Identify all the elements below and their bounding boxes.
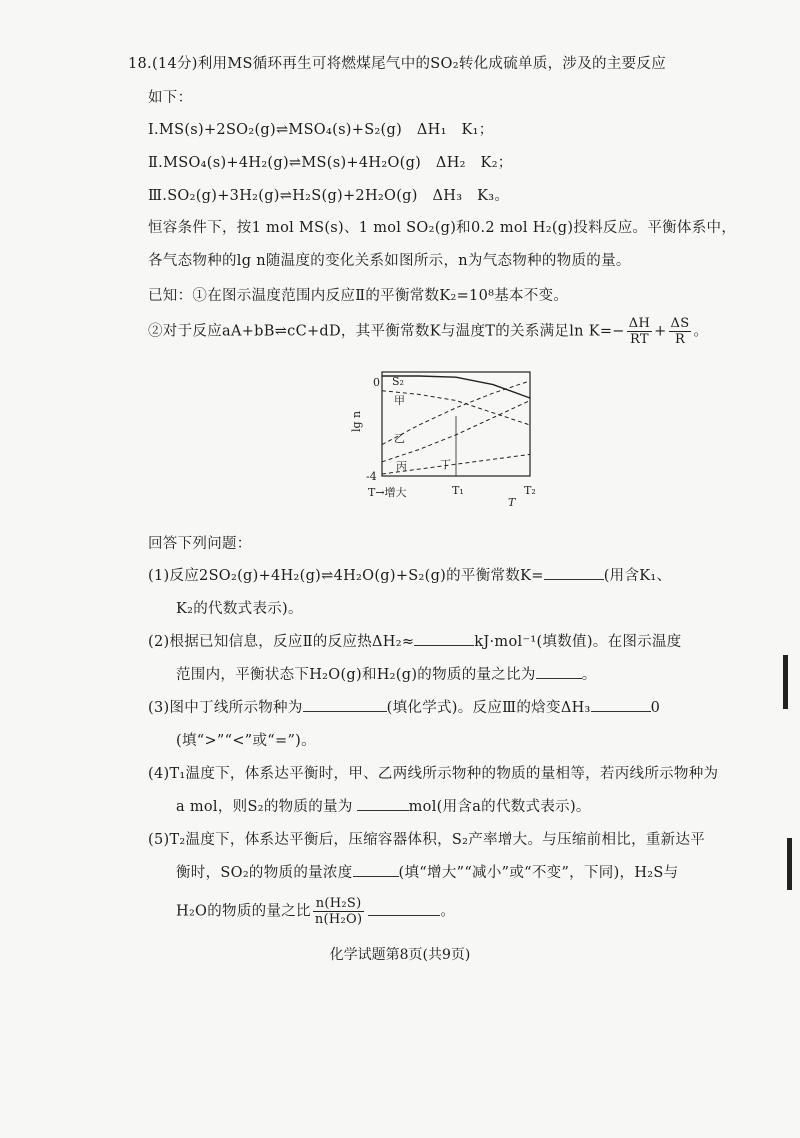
answer-blank-3b[interactable] [591, 697, 651, 712]
x-tick-t2: T₂ [524, 484, 536, 497]
known-2 [148, 316, 708, 347]
plus-sign: + [654, 323, 667, 340]
frac-den: n(H₂O) [314, 912, 363, 927]
x-axis-label: T [508, 496, 516, 509]
fraction-h2s-h2o [313, 896, 365, 927]
q3-text-a: (3)图中丁线所示物种为 [148, 700, 303, 716]
series-label-s2: S₂ [392, 375, 404, 388]
frac-num: n(H₂S) [313, 896, 365, 912]
question-2-line-1 [148, 630, 682, 651]
q4-text-b: a mol，则S₂的物质的量为 [176, 799, 353, 815]
answer-blank-2b[interactable] [536, 664, 582, 679]
question-2-line-2 [176, 663, 597, 684]
question-4-line-2 [176, 795, 591, 816]
q2-text-d: 。 [581, 667, 597, 683]
question-header-cont: 如下： [148, 90, 193, 106]
q5-text-e: 。 [440, 903, 456, 920]
question-5-line-3 [176, 896, 455, 927]
known-2-prefix: ②对于反应aA+bB⇌cC+dD，其平衡常数K与温度T的关系满足ln K=− [148, 323, 625, 340]
known-1: 已知：①在图示温度范围内反应Ⅱ的平衡常数K₂=10⁸基本不变。 [148, 288, 569, 304]
q3-text-c: 0 [650, 700, 661, 716]
fraction-dh-rt [627, 316, 652, 347]
q5-text-a: (5)T₂温度下，体系达平衡后，压缩容器体积，S₂产率增大。与压缩前相比，重新达平 [148, 832, 706, 848]
question-3-line-1 [148, 696, 660, 717]
answer-blank-5b[interactable] [368, 901, 440, 916]
answer-blank-3a[interactable] [303, 697, 387, 712]
lgn-temperature-chart [340, 368, 570, 510]
question-5-line-2 [176, 861, 678, 882]
answer-blank-2a[interactable] [414, 631, 474, 646]
frac-den: R [674, 332, 686, 347]
q2-text-a: (2)根据已知信息，反应Ⅱ的反应热ΔH₂≈ [148, 634, 415, 650]
answer-blank-1[interactable] [544, 565, 604, 580]
series-label-bing: 丙 [396, 460, 407, 473]
y-tick-0: 0 [373, 376, 380, 389]
condition-line-1: 恒容条件下，按1 mol MS(s)、1 mol SO₂(g)和0.2 mol H₂(g)投料反应。平衡体系中， [148, 220, 737, 236]
condition-line-2: 各气态物种的lg n随温度的变化关系如图所示，n为气态物种的物质的量。 [148, 253, 631, 269]
reaction-1: Ⅰ.MS(s)+2SO₂(g)⇌MSO₄(s)+S₂(g) ΔH₁ K₁； [148, 122, 494, 138]
q2-text-b: kJ·mol⁻¹(填数值)。在图示温度 [474, 634, 682, 650]
fraction-ds-r [669, 316, 692, 347]
q2-text-c: 范围内，平衡状态下H₂O(g)和H₂(g)的物质的量之比为 [176, 667, 536, 683]
scan-edge-mark [787, 838, 792, 890]
reaction-3: Ⅲ.SO₂(g)+3H₂(g)⇌H₂S(g)+2H₂O(g) ΔH₃ K₃。 [148, 188, 510, 204]
series-label-jia: 甲 [394, 394, 405, 407]
frac-num: ΔH [628, 316, 651, 331]
q4-text-c: mol(用含a的代数式表示)。 [408, 799, 591, 815]
answers-intro: 回答下列问题： [148, 536, 252, 552]
scan-edge-mark [783, 655, 788, 709]
reaction-2: Ⅱ.MSO₄(s)+4H₂(g)⇌MS(s)+4H₂O(g) ΔH₂ K₂； [148, 155, 513, 171]
q5-text-b: 衡时，SO₂的物质的量浓度 [176, 865, 353, 881]
q1-text-b: (用含K₁、 [603, 568, 672, 584]
series-label-yi: 乙 [394, 432, 405, 445]
series-label-ding: 丁 [440, 458, 451, 471]
q4-text-a: (4)T₁温度下，体系达平衡时，甲、乙两线所示物种的物质的量相等，若丙线所示物种为 [148, 766, 719, 782]
question-1-line-1 [148, 564, 671, 585]
q1-text-a: (1)反应2SO₂(g)+4H₂(g)⇌4H₂O(g)+S₂(g)的平衡常数K= [148, 568, 544, 584]
q5-text-d: H₂O的物质的量之比 [176, 903, 311, 920]
frac-num: ΔS [670, 316, 690, 331]
q3-text-d: (填“>”“<”或“=”)。 [176, 733, 316, 749]
y-tick-neg4: -4 [366, 470, 377, 483]
answer-blank-5a[interactable] [353, 862, 399, 877]
q3-text-b: (填化学式)。反应Ⅲ的焓变ΔH₃ [386, 700, 591, 716]
frac-den: RT [629, 332, 649, 347]
known-2-end: 。 [693, 323, 709, 340]
y-axis-label: lg n [350, 410, 363, 432]
page-footer: 化学试题第8页(共9页) [329, 947, 471, 963]
q5-text-c: (填“增大”“减小”或“不变”，下同)，H₂S与 [398, 865, 679, 881]
x-direction-label: T→增大 [368, 486, 407, 499]
answer-blank-4[interactable] [357, 796, 409, 811]
question-header: 18.(14分)利用MS循环再生可将燃煤尾气中的SO₂转化成硫单质，涉及的主要反应 [128, 56, 667, 72]
x-tick-t1: T₁ [452, 484, 464, 497]
q1-text-c: K₂的代数式表示)。 [176, 601, 303, 617]
